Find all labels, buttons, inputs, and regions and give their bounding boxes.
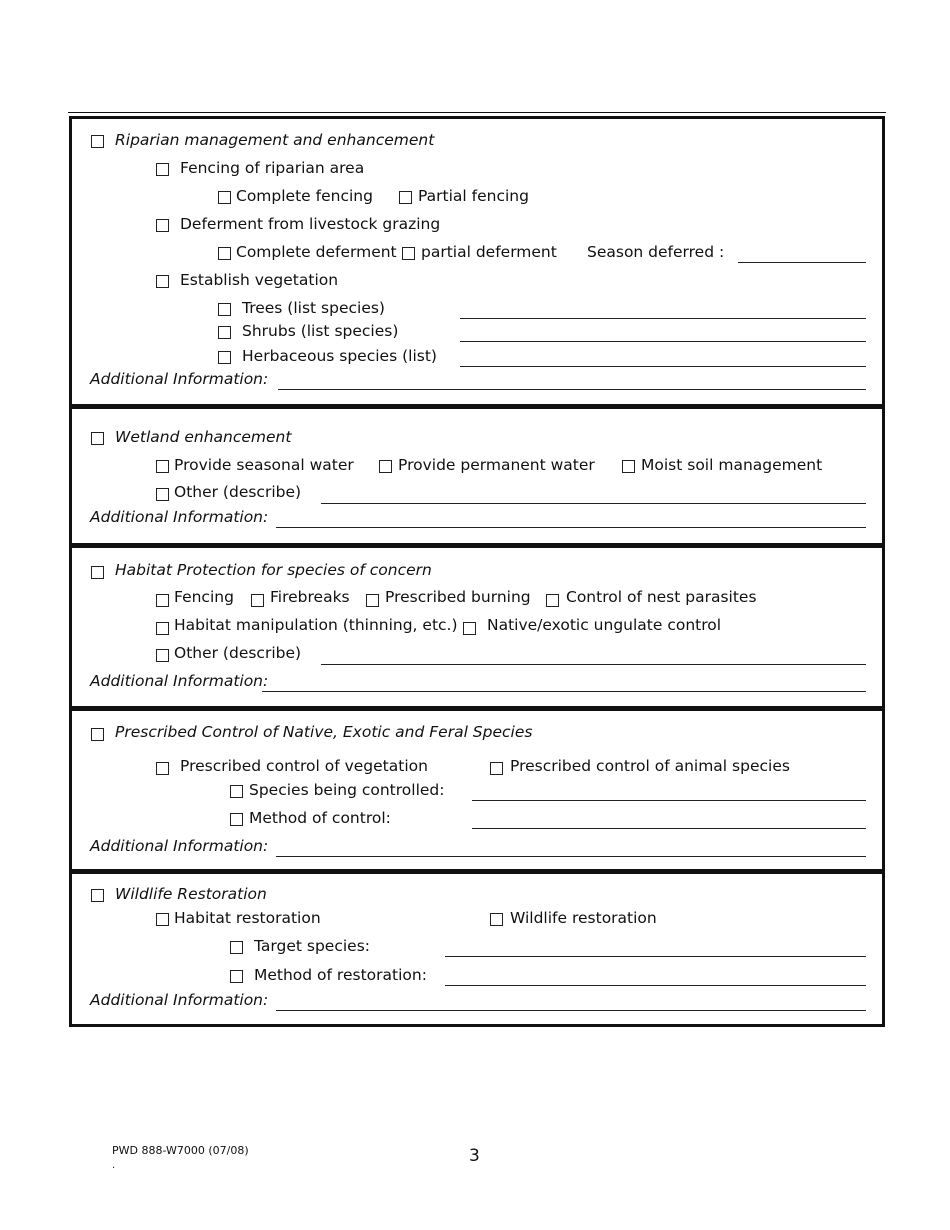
season-deferred-label: Season deferred : — [587, 243, 725, 261]
riparian-checkbox[interactable] — [91, 135, 104, 148]
manipulation-label: Habitat manipulation (thinning, etc.) — [174, 616, 458, 634]
habitat-other-checkbox[interactable] — [156, 649, 169, 662]
fencing-riparian-checkbox[interactable] — [156, 163, 169, 176]
wetland-title: Wetland enhancement — [115, 428, 292, 446]
permanent-water-label: Provide permanent water — [398, 456, 595, 474]
wetland-other-checkbox[interactable] — [156, 488, 169, 501]
restoration-method-checkbox[interactable] — [230, 970, 243, 983]
wildlife-restoration-label: Wildlife restoration — [510, 909, 657, 927]
target-species-field[interactable] — [445, 956, 866, 957]
wetland-additional-label: Additional Information: — [90, 508, 269, 526]
prescribed-checkbox[interactable] — [91, 728, 104, 741]
species-controlled-checkbox[interactable] — [230, 785, 243, 798]
moist-soil-label: Moist soil management — [641, 456, 823, 474]
complete-deferment-checkbox[interactable] — [218, 247, 231, 260]
prescribed-burning-label: Prescribed burning — [385, 588, 531, 606]
target-species-label: Target species: — [254, 937, 370, 955]
target-species-checkbox[interactable] — [230, 941, 243, 954]
seasonal-water-checkbox[interactable] — [156, 460, 169, 473]
habitat-additional-field[interactable] — [262, 691, 866, 692]
shrubs-label: Shrubs (list species) — [242, 322, 399, 340]
wetland-other-field[interactable] — [321, 503, 866, 504]
fencing-riparian-label: Fencing of riparian area — [180, 159, 365, 177]
restoration-title: Wildlife Restoration — [115, 885, 267, 903]
ungulate-control-label: Native/exotic ungulate control — [487, 616, 722, 634]
complete-fencing-label: Complete fencing — [236, 187, 373, 205]
species-controlled-label: Species being controlled: — [249, 781, 445, 799]
trees-label: Trees (list species) — [242, 299, 385, 317]
seasonal-water-label: Provide seasonal water — [174, 456, 354, 474]
complete-deferment-label: Complete deferment — [236, 243, 397, 261]
restoration-additional-field[interactable] — [276, 1010, 866, 1011]
footer-dot: . — [112, 1160, 116, 1171]
wetland-other-label: Other (describe) — [174, 483, 302, 501]
firebreaks-label: Firebreaks — [270, 588, 350, 606]
animal-control-label: Prescribed control of animal species — [510, 757, 790, 775]
prescribed-burning-checkbox[interactable] — [366, 594, 379, 607]
trees-checkbox[interactable] — [218, 303, 231, 316]
wetland-additional-field[interactable] — [276, 527, 866, 528]
frame-top-line — [68, 112, 886, 113]
habitat-restoration-label: Habitat restoration — [174, 909, 321, 927]
form-code: PWD 888-W7000 (07/08) — [112, 1144, 249, 1157]
nest-parasites-label: Control of nest parasites — [566, 588, 757, 606]
habitat-checkbox[interactable] — [91, 566, 104, 579]
habitat-other-label: Other (describe) — [174, 644, 302, 662]
habitat-other-field[interactable] — [321, 664, 866, 665]
permanent-water-checkbox[interactable] — [379, 460, 392, 473]
control-method-checkbox[interactable] — [230, 813, 243, 826]
vegetation-control-checkbox[interactable] — [156, 762, 169, 775]
establish-vegetation-label: Establish vegetation — [180, 271, 339, 289]
herbaceous-checkbox[interactable] — [218, 351, 231, 364]
manipulation-checkbox[interactable] — [156, 622, 169, 635]
control-method-label: Method of control: — [249, 809, 391, 827]
page-number: 3 — [469, 1146, 480, 1166]
habitat-fencing-label: Fencing — [174, 588, 234, 606]
species-controlled-field[interactable] — [472, 800, 866, 801]
prescribed-additional-field[interactable] — [276, 856, 866, 857]
riparian-additional-field[interactable] — [278, 389, 866, 390]
animal-control-checkbox[interactable] — [490, 762, 503, 775]
control-method-field[interactable] — [472, 828, 866, 829]
deferment-label: Deferment from livestock grazing — [180, 215, 441, 233]
complete-fencing-checkbox[interactable] — [218, 191, 231, 204]
restoration-method-field[interactable] — [445, 985, 866, 986]
partial-deferment-checkbox[interactable] — [402, 247, 415, 260]
herbaceous-label: Herbaceous species (list) — [242, 347, 437, 365]
shrubs-checkbox[interactable] — [218, 326, 231, 339]
restoration-checkbox[interactable] — [91, 889, 104, 902]
riparian-additional-label: Additional Information: — [90, 370, 269, 388]
establish-vegetation-checkbox[interactable] — [156, 275, 169, 288]
riparian-title: Riparian management and enhancement — [115, 131, 435, 149]
vegetation-control-label: Prescribed control of vegetation — [180, 757, 428, 775]
moist-soil-checkbox[interactable] — [622, 460, 635, 473]
partial-deferment-label: partial deferment — [421, 243, 557, 261]
firebreaks-checkbox[interactable] — [251, 594, 264, 607]
partial-fencing-checkbox[interactable] — [399, 191, 412, 204]
herbaceous-field[interactable] — [460, 366, 866, 367]
habitat-restoration-checkbox[interactable] — [156, 913, 169, 926]
wildlife-restoration-checkbox[interactable] — [490, 913, 503, 926]
season-deferred-field[interactable] — [738, 262, 866, 263]
nest-parasites-checkbox[interactable] — [546, 594, 559, 607]
ungulate-control-checkbox[interactable] — [463, 622, 476, 635]
shrubs-field[interactable] — [460, 341, 866, 342]
deferment-checkbox[interactable] — [156, 219, 169, 232]
prescribed-additional-label: Additional Information: — [90, 837, 269, 855]
habitat-title: Habitat Protection for species of concern — [115, 561, 432, 579]
habitat-additional-label: Additional Information: — [90, 672, 269, 690]
restoration-additional-label: Additional Information: — [90, 991, 269, 1009]
trees-field[interactable] — [460, 318, 866, 319]
partial-fencing-label: Partial fencing — [418, 187, 529, 205]
habitat-fencing-checkbox[interactable] — [156, 594, 169, 607]
prescribed-title: Prescribed Control of Native, Exotic and Feral Species — [115, 723, 533, 741]
wetland-checkbox[interactable] — [91, 432, 104, 445]
restoration-method-label: Method of restoration: — [254, 966, 427, 984]
